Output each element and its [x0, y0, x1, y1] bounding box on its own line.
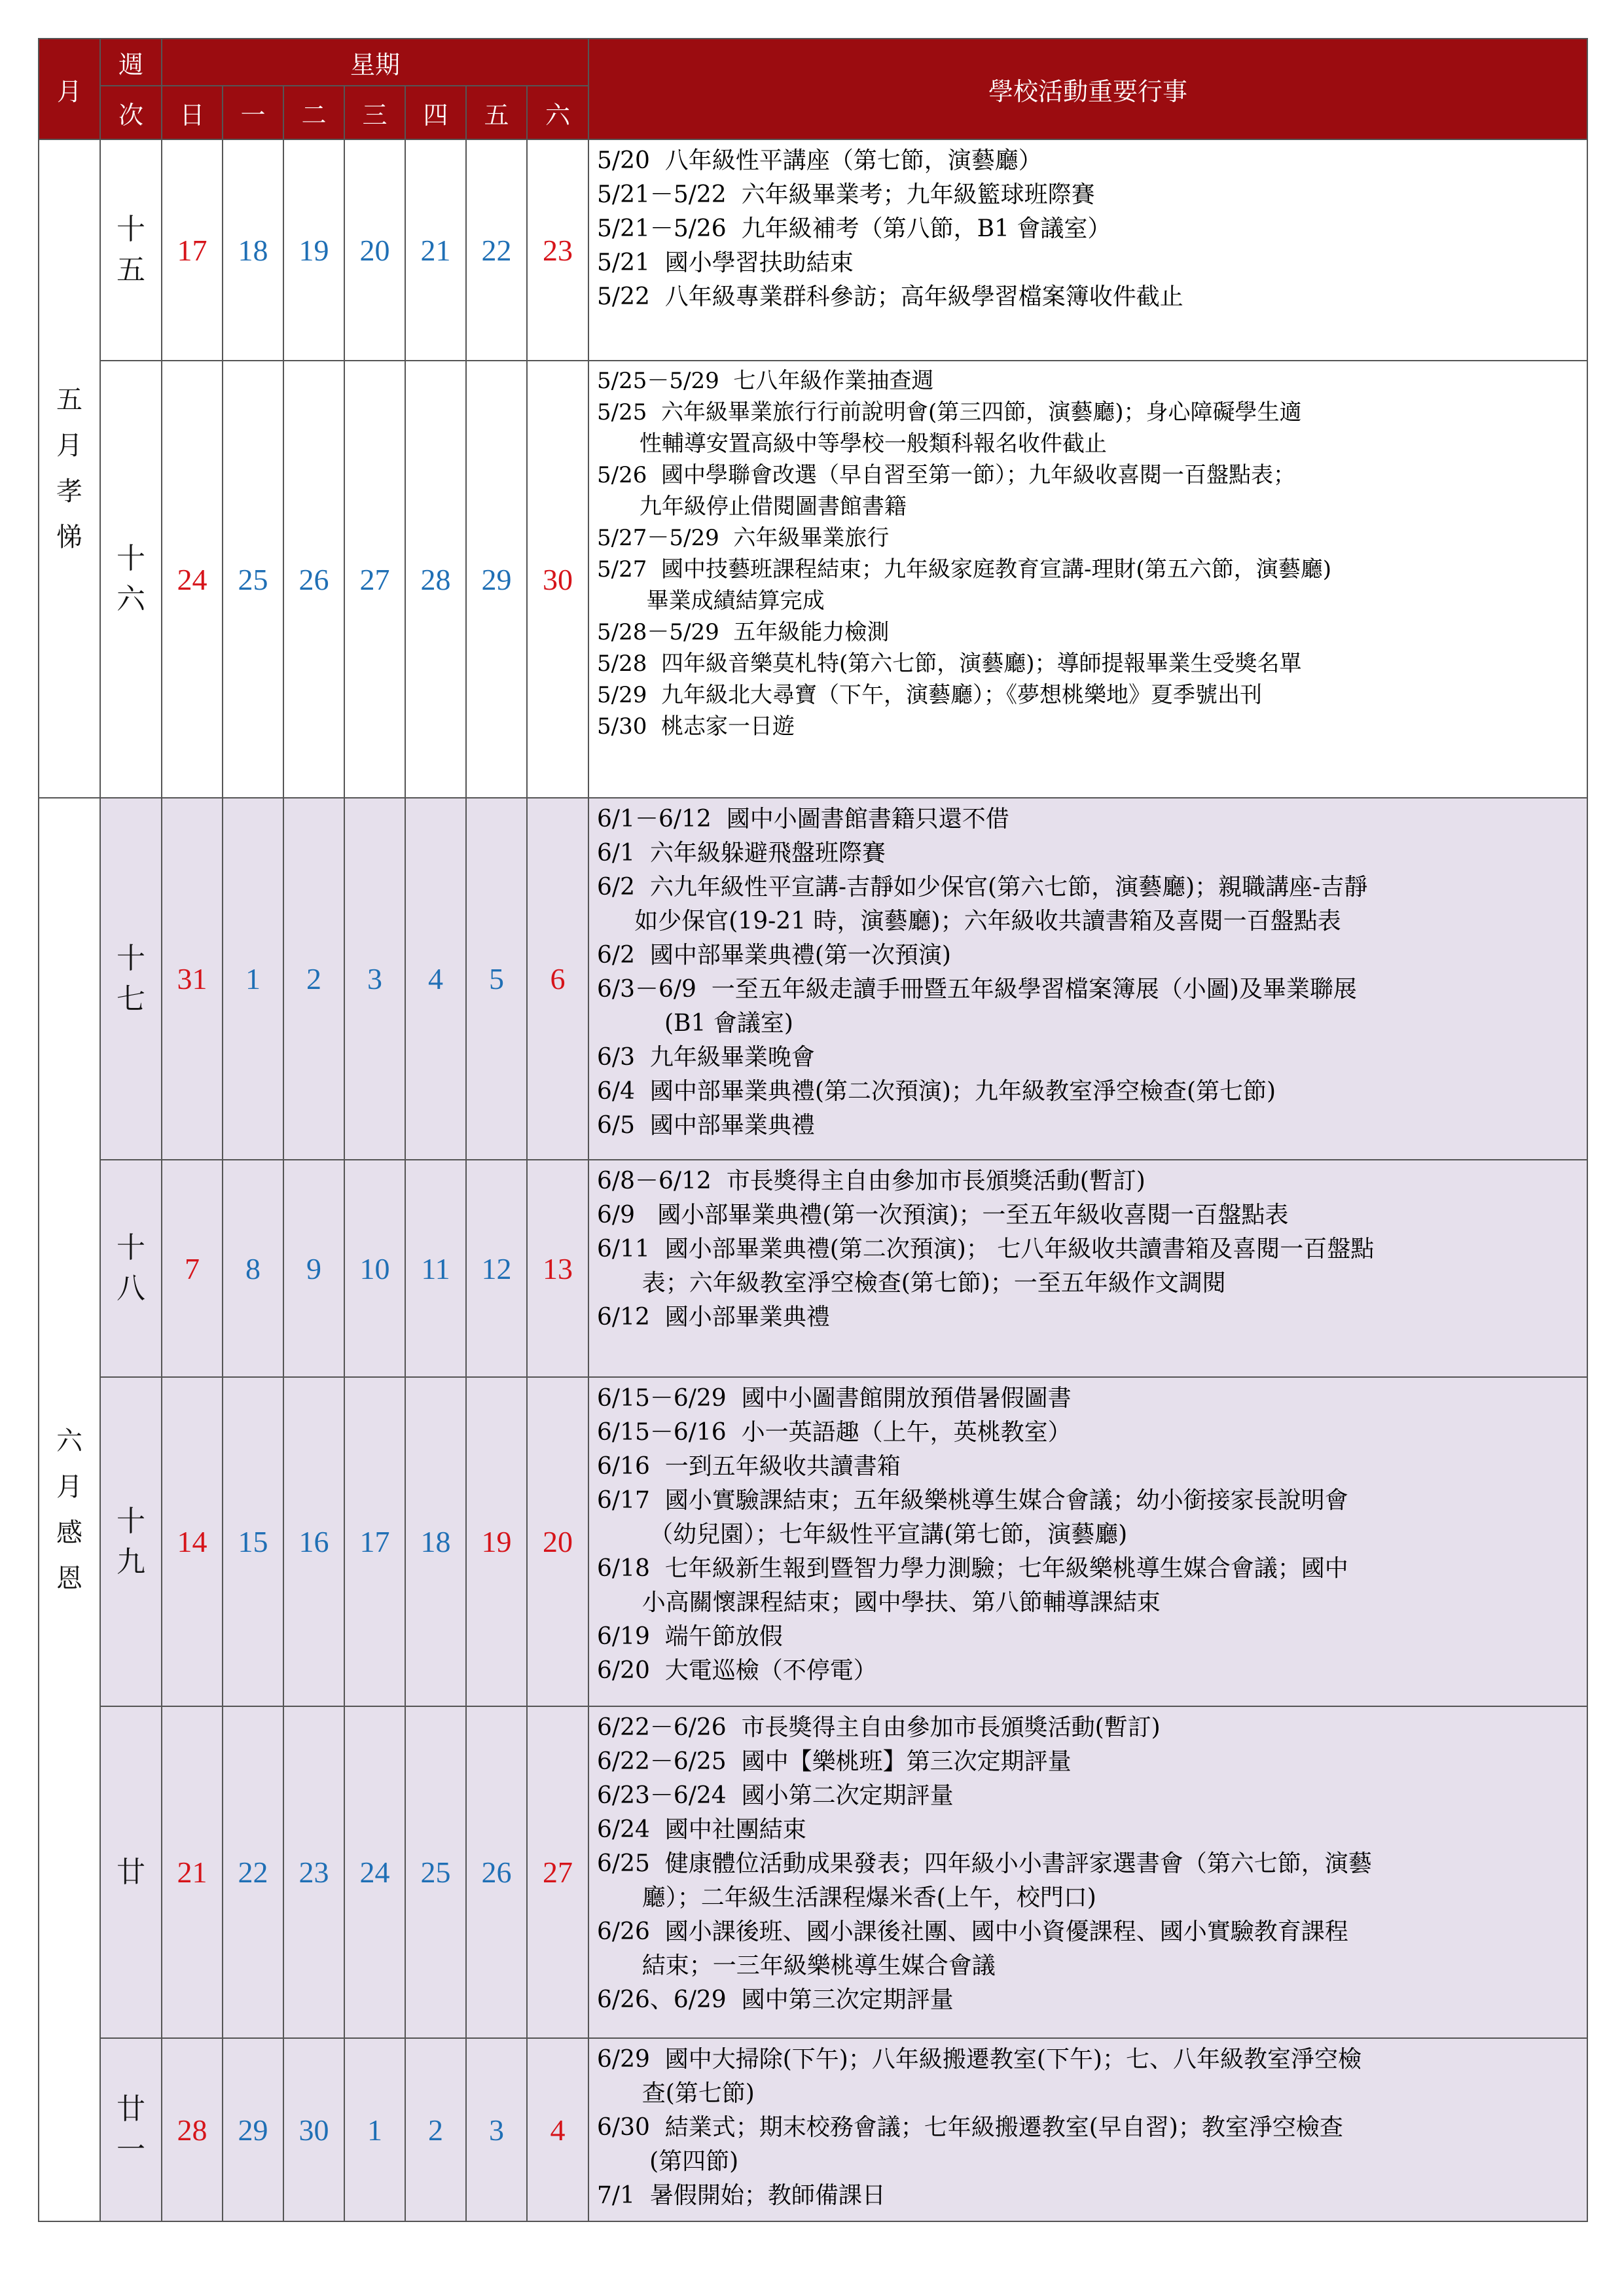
day-cell: 25 [405, 1706, 466, 2038]
event-line: 6/15－6/16 小一英語趣（上午，英桃教室） [597, 1419, 1072, 1446]
day-cell: 3 [466, 2038, 527, 2221]
event-line: 6/30 結業式；期末校務會議；七年級搬遷教室(早自習)；教室淨空檢查 [597, 2114, 1343, 2141]
day-cell: 12 [466, 1160, 527, 1377]
event-line: 7/1 暑假開始；教師備課日 [597, 2182, 886, 2209]
week-number-char: 十 [117, 1504, 145, 1538]
event-line: (第四節) [597, 2148, 739, 2175]
header-weekday-sat: 六 [527, 86, 588, 139]
event-line: 6/3 九年級畢業晚會 [597, 1044, 815, 1071]
header-weekday-sun: 日 [162, 86, 223, 139]
event-line: 5/21 國小學習扶助結束 [597, 249, 854, 276]
day-cell: 28 [162, 2038, 223, 2221]
day-cell: 26 [283, 361, 344, 798]
event-line: 5/28 四年級音樂莫札特(第六七節，演藝廳)；導師提報畢業生受獎名單 [597, 651, 1302, 677]
day-cell: 26 [466, 1706, 527, 2038]
week-number-cell [100, 361, 162, 798]
day-cell: 23 [283, 1706, 344, 2038]
event-line: 6/22－6/26 市長獎得主自由參加市長頒獎活動(暫訂) [597, 1714, 1161, 1741]
week-row [39, 1160, 1587, 1377]
event-line: 6/9 國小部畢業典禮(第一次預演)；一至五年級收喜閱一百盤點表 [597, 1202, 1289, 1229]
day-cell: 15 [223, 1377, 283, 1706]
event-line: 5/29 九年級北大尋寶（下午，演藝廳）；《夢想桃樂地》夏季號出刊 [597, 682, 1262, 708]
event-line: 結束；一三年級樂桃導生媒合會議 [597, 1952, 996, 1979]
day-cell: 13 [527, 1160, 588, 1377]
event-line: 性輔導安置高級中等學校一般類科報名收件截止 [597, 431, 1107, 457]
week-number-char: 五 [117, 253, 145, 287]
month-cell [39, 139, 100, 798]
day-cell: 19 [466, 1377, 527, 1706]
events-cell [588, 2038, 1587, 2221]
event-line: 6/1 六年級躲避飛盤班際賽 [597, 840, 886, 867]
day-cell: 2 [283, 798, 344, 1160]
day-cell: 9 [283, 1160, 344, 1377]
event-line: 5/27 國中技藝班課程結束；九年級家庭教育宣講-理財(第五六節，演藝廳) [597, 556, 1332, 583]
event-line: 5/20 八年級性平講座（第七節，演藝廳） [597, 147, 1042, 174]
day-cell: 18 [405, 1377, 466, 1706]
header-weekday-fri: 五 [466, 86, 527, 139]
event-line: 6/8－6/12 市長獎得主自由參加市長頒獎活動(暫訂) [597, 1168, 1146, 1194]
week-number-cell [100, 1160, 162, 1377]
week-number-char: 七 [117, 982, 145, 1016]
month-label-char: 五 [56, 385, 82, 415]
header-weekday-group: 星期 [162, 39, 588, 86]
event-line: 6/15－6/29 國中小圖書館開放預借暑假圖書 [597, 1385, 1072, 1412]
event-line: 6/25 健康體位活動成果發表；四年級小小書評家選書會（第六七節，演藝 [597, 1850, 1372, 1877]
day-cell: 20 [527, 1377, 588, 1706]
day-cell: 20 [344, 139, 405, 361]
event-line: 廳）；二年級生活課程爆米香(上午，校門口) [597, 1884, 1096, 1911]
day-cell: 27 [344, 361, 405, 798]
event-line: 表；六年級教室淨空檢查(第七節)；一至五年級作文調閱 [597, 1270, 1226, 1297]
day-cell: 29 [223, 2038, 283, 2221]
event-line: 6/18 七年級新生報到暨智力學力測驗；七年級樂桃導生媒合會議；國中 [597, 1555, 1348, 1582]
day-cell: 1 [344, 2038, 405, 2221]
event-line: 6/26、6/29 國中第三次定期評量 [597, 1986, 954, 2013]
day-cell: 31 [162, 798, 223, 1160]
week-number-char: 十 [117, 941, 145, 975]
event-line: 6/20 大電巡檢（不停電） [597, 1657, 877, 1684]
event-line: 6/4 國中部畢業典禮(第二次預演)；九年級教室淨空檢查(第七節) [597, 1078, 1276, 1105]
event-line: 6/26 國小課後班、國小課後社團、國中小資優課程、國小實驗教育課程 [597, 1918, 1348, 1945]
school-calendar-table [38, 38, 1588, 2222]
events-cell [588, 1377, 1587, 1706]
event-line: 6/5 國中部畢業典禮 [597, 1112, 815, 1139]
day-cell: 10 [344, 1160, 405, 1377]
month-label-char: 感 [56, 1517, 82, 1548]
day-cell: 6 [527, 798, 588, 1160]
day-cell: 4 [405, 798, 466, 1160]
day-cell: 8 [223, 1160, 283, 1377]
month-label-char: 悌 [56, 522, 82, 552]
day-cell: 25 [223, 361, 283, 798]
day-cell: 19 [283, 139, 344, 361]
week-row [39, 1706, 1587, 2038]
day-cell: 28 [405, 361, 466, 798]
event-line: 如少保官(19-21 時，演藝廳)；六年級收共讀書箱及喜閱一百盤點表 [597, 908, 1341, 935]
day-cell: 17 [344, 1377, 405, 1706]
week-number-cell [100, 798, 162, 1160]
event-line: 查(第七節) [597, 2080, 755, 2107]
day-cell: 30 [527, 361, 588, 798]
event-line: 5/26 國中學聯會改選（早自習至第一節）；九年級收喜閱一百盤點表； [597, 462, 1295, 488]
header-weekday-mon: 一 [223, 86, 283, 139]
month-label-char: 月 [56, 1471, 82, 1502]
day-cell: 27 [527, 1706, 588, 2038]
week-number-cell [100, 2038, 162, 2221]
header-week-top: 週 [100, 39, 162, 86]
header-weekday-thu: 四 [405, 86, 466, 139]
day-cell: 17 [162, 139, 223, 361]
event-line: 6/23－6/24 國小第二次定期評量 [597, 1782, 954, 1809]
events-cell [588, 798, 1587, 1160]
week-number-cell [100, 1706, 162, 2038]
week-row [39, 798, 1587, 1160]
event-line: 6/22－6/25 國中【樂桃班】第三次定期評量 [597, 1748, 1072, 1775]
week-number-char: 九 [117, 1545, 145, 1579]
event-line: 6/12 國小部畢業典禮 [597, 1304, 830, 1331]
event-line: （幼兒園）；七年級性平宣講(第七節，演藝廳) [597, 1521, 1128, 1548]
week-number-char: 十 [117, 213, 145, 246]
event-line: 5/25－5/29 七八年級作業抽查週 [597, 368, 934, 394]
events-cell [588, 1706, 1587, 2038]
week-row [39, 139, 1587, 361]
day-cell: 7 [162, 1160, 223, 1377]
events-cell [588, 139, 1587, 361]
month-label-char: 月 [56, 431, 82, 461]
day-cell: 21 [405, 139, 466, 361]
day-cell: 4 [527, 2038, 588, 2221]
calendar-body [39, 139, 1587, 2221]
event-line: 6/2 六九年級性平宣講-吉靜如少保官(第六七節，演藝廳)；親職講座-吉靜 [597, 874, 1368, 901]
day-cell: 30 [283, 2038, 344, 2221]
week-number-char: 八 [117, 1272, 145, 1305]
event-line: 6/17 國小實驗課結束；五年級樂桃導生媒合會議；幼小銜接家長說明會 [597, 1487, 1348, 1514]
day-cell: 16 [283, 1377, 344, 1706]
day-cell: 11 [405, 1160, 466, 1377]
header-month: 月 [39, 39, 100, 139]
week-number-char: 十 [117, 1231, 145, 1265]
event-line: 6/2 國中部畢業典禮(第一次預演) [597, 942, 951, 969]
event-line: 畢業成績結算完成 [597, 588, 825, 614]
month-cell [39, 798, 100, 2221]
event-line: 5/30 桃志家一日遊 [597, 713, 795, 740]
day-cell: 3 [344, 798, 405, 1160]
day-cell: 5 [466, 798, 527, 1160]
day-cell: 21 [162, 1706, 223, 2038]
event-line: 5/27－5/29 六年級畢業旅行 [597, 525, 890, 551]
week-row [39, 361, 1587, 798]
day-cell: 24 [344, 1706, 405, 2038]
day-cell: 22 [223, 1706, 283, 2038]
event-line: 6/19 端午節放假 [597, 1623, 783, 1650]
event-line: 6/24 國中社團結束 [597, 1816, 806, 1843]
event-line: (B1 會議室) [597, 1010, 793, 1037]
header-events: 學校活動重要行事 [588, 39, 1587, 139]
day-cell: 14 [162, 1377, 223, 1706]
events-cell [588, 361, 1587, 798]
header-weekday-wed: 三 [344, 86, 405, 139]
week-number-cell [100, 139, 162, 361]
event-line: 5/25 六年級畢業旅行行前說明會(第三四節，演藝廳)；身心障礙學生適 [597, 399, 1302, 425]
day-cell: 22 [466, 139, 527, 361]
month-label-char: 孝 [56, 476, 82, 507]
event-line: 6/1－6/12 國中小圖書館書籍只還不借 [597, 806, 1009, 833]
events-cell [588, 1160, 1587, 1377]
week-number-char: 六 [117, 583, 145, 616]
month-label-char: 恩 [56, 1563, 82, 1594]
week-number-cell [100, 1377, 162, 1706]
event-line: 5/21－5/26 九年級補考（第八節，B1 會議室） [597, 215, 1111, 242]
event-line: 5/22 八年級專業群科參訪；高年級學習檔案簿收件截止 [597, 283, 1183, 310]
day-cell: 18 [223, 139, 283, 361]
event-line: 6/11 國小部畢業典禮(第二次預演)； 七八年級收共讀書箱及喜閱一百盤點 [597, 1236, 1375, 1263]
week-number-char: 一 [117, 2133, 145, 2166]
event-line: 6/29 國中大掃除(下午)；八年級搬遷教室(下午)；七、八年級教室淨空檢 [597, 2046, 1362, 2073]
event-line: 5/21－5/22 六年級畢業考；九年級籃球班際賽 [597, 181, 1095, 208]
day-cell: 29 [466, 361, 527, 798]
month-label-char: 六 [56, 1426, 82, 1456]
week-number-char: 廿 [117, 2092, 145, 2126]
event-line: 5/28－5/29 五年級能力檢測 [597, 619, 890, 645]
day-cell: 2 [405, 2038, 466, 2221]
day-cell: 24 [162, 361, 223, 798]
day-cell: 1 [223, 798, 283, 1160]
week-number-char: 廿 [117, 1855, 145, 1889]
event-line: 小高關懷課程結束；國中學扶、第八節輔導課結束 [597, 1589, 1161, 1616]
header-week-bottom: 次 [100, 86, 162, 139]
week-row [39, 2038, 1587, 2221]
event-line: 6/16 一到五年級收共讀書箱 [597, 1453, 901, 1480]
week-row [39, 1377, 1587, 1706]
header-weekday-tue: 二 [283, 86, 344, 139]
day-cell: 23 [527, 139, 588, 361]
week-number-char: 十 [117, 542, 145, 575]
event-line: 九年級停止借閱圖書館書籍 [597, 493, 907, 520]
event-line: 6/3－6/9 一至五年級走讀手冊暨五年級學習檔案簿展（小圖)及畢業聯展 [597, 976, 1357, 1003]
